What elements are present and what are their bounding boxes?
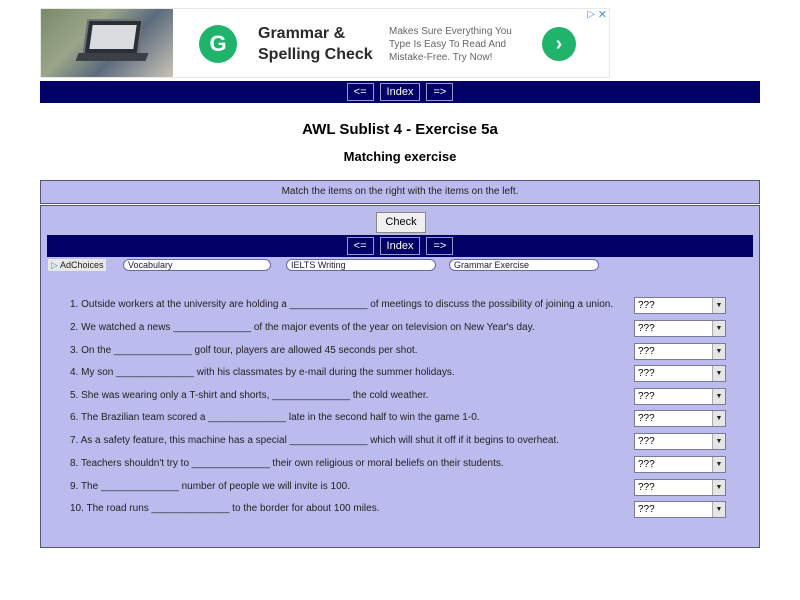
chevron-down-icon: ▼ — [712, 480, 725, 495]
question-4: 4. My son ______________ with his classmates by e-mail during the summer holidays. — [70, 367, 455, 378]
ad-banner[interactable] — [40, 8, 610, 78]
ad-arrow-button[interactable]: › — [542, 27, 576, 61]
question-8: 8. Teachers shouldn't try to ______________ their own religious or moral beliefs on their students. — [70, 458, 504, 469]
laptop-base — [76, 53, 149, 61]
adchoices-label[interactable] — [48, 259, 106, 271]
answer-select-10-value: ??? — [638, 504, 655, 515]
adlink-ielts-writing[interactable]: IELTS Writing — [286, 259, 436, 271]
ad-desc-line1: Makes Sure Everything You — [389, 26, 512, 37]
chevron-down-icon: ▼ — [712, 298, 725, 313]
adlink-vocabulary[interactable]: Vocabulary — [123, 259, 271, 271]
question-5: 5. She was wearing only a T-shirt and shorts, ______________ the cold weather. — [70, 390, 429, 401]
grammarly-logo-icon[interactable]: G — [199, 25, 237, 63]
adlink-grammar-exercise[interactable]: Grammar Exercise — [449, 259, 599, 271]
answer-select-5[interactable] — [634, 388, 726, 405]
inner-nav-bar — [47, 235, 753, 257]
page-subtitle: Matching exercise — [343, 149, 457, 164]
answer-select-9-value: ??? — [638, 482, 655, 493]
answer-select-4-value: ??? — [638, 368, 655, 379]
answer-select-8-value: ??? — [638, 459, 655, 470]
chevron-down-icon: ▼ — [712, 457, 725, 472]
answer-select-3[interactable] — [634, 343, 726, 360]
adchoices-icon: ▷ — [51, 260, 58, 270]
instructions-box: Match the items on the right with the items on the left. — [40, 180, 760, 204]
question-2: 2. We watched a news ______________ of the major events of the year on television on New Year's day. — [70, 322, 535, 333]
chevron-down-icon: ▼ — [712, 321, 725, 336]
answer-select-5-value: ??? — [638, 391, 655, 402]
ad-title-line2: Spelling Check — [258, 46, 373, 63]
answer-select-6-value: ??? — [638, 413, 655, 424]
answer-select-1[interactable] — [634, 297, 726, 314]
chevron-down-icon: ▼ — [712, 366, 725, 381]
question-10: 10. The road runs ______________ to the border for about 100 miles. — [70, 503, 380, 514]
ad-title-line1: Grammar & — [258, 25, 346, 42]
check-button[interactable]: Check — [376, 212, 426, 233]
ad-photo-laptop[interactable] — [41, 9, 173, 77]
adchoices-triangle-icon[interactable]: ▷ — [587, 9, 595, 20]
adchoices-text: AdChoices — [59, 260, 104, 270]
question-7: 7. As a safety feature, this machine has a special ______________ which will shut it off if it begins to overheat. — [70, 435, 560, 446]
chevron-down-icon: ▼ — [712, 344, 725, 359]
answer-select-8[interactable] — [634, 456, 726, 473]
next-button[interactable]: => — [426, 83, 453, 101]
question-3: 3. On the ______________ golf tour, players are allowed 45 seconds per shot. — [70, 345, 418, 356]
question-6: 6. The Brazilian team scored a ______________ late in the second half to win the game 1-0. — [70, 412, 480, 423]
chevron-down-icon: ▼ — [712, 389, 725, 404]
answer-select-1-value: ??? — [638, 300, 655, 311]
ad-title[interactable] — [258, 23, 383, 65]
ad-description — [389, 25, 519, 64]
top-nav-bar — [40, 81, 760, 103]
ad-close-icon[interactable]: ✕ — [597, 9, 607, 21]
inner-index-button[interactable]: Index — [380, 237, 421, 255]
question-1: 1. Outside workers at the university are holding a ______________ of meetings to discuss the possibility of joining a union. — [70, 299, 614, 310]
answer-select-4[interactable] — [634, 365, 726, 382]
question-9: 9. The ______________ number of people we will invite is 100. — [70, 481, 351, 492]
answer-select-2-value: ??? — [638, 323, 655, 334]
inner-next-button[interactable]: => — [426, 237, 453, 255]
answer-select-6[interactable] — [634, 410, 726, 427]
answer-select-2[interactable] — [634, 320, 726, 337]
index-button[interactable]: Index — [380, 83, 421, 101]
prev-button[interactable]: <= — [347, 83, 374, 101]
chevron-down-icon: ▼ — [712, 434, 725, 449]
chevron-down-icon: ▼ — [712, 502, 725, 517]
answer-select-7-value: ??? — [638, 436, 655, 447]
ad-desc-line3: Mistake-Free. Try Now! — [389, 52, 493, 63]
answer-select-9[interactable] — [634, 479, 726, 496]
laptop-icon — [82, 19, 143, 55]
inner-prev-button[interactable]: <= — [347, 237, 374, 255]
page-title: AWL Sublist 4 - Exercise 5a — [302, 121, 498, 138]
chevron-down-icon: ▼ — [712, 411, 725, 426]
ad-desc-line2: Type Is Easy To Read And — [389, 39, 507, 50]
answer-select-7[interactable] — [634, 433, 726, 450]
answer-select-3-value: ??? — [638, 346, 655, 357]
answer-select-10[interactable] — [634, 501, 726, 518]
